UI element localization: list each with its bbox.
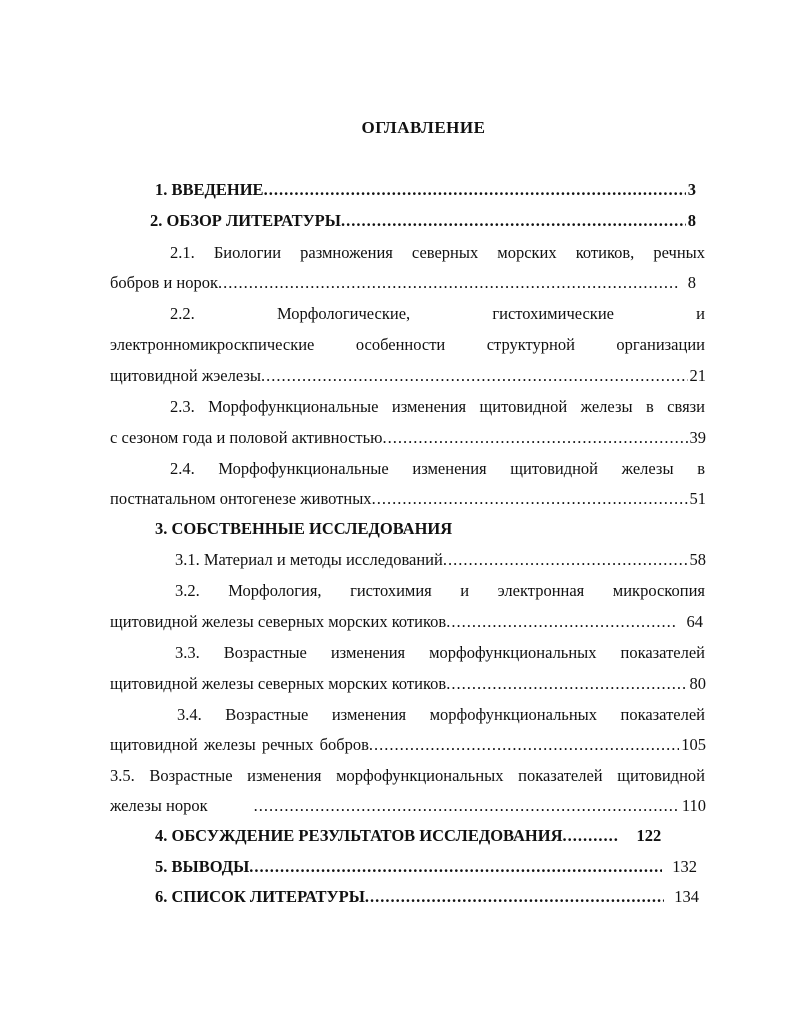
toc-entry-label: 4. ОБСУЖДЕНИЕ РЕЗУЛЬТАТОВ ИССЛЕДОВАНИЯ xyxy=(155,826,563,845)
toc-entry-label: 3.1. Материал и методы исследований xyxy=(175,550,443,569)
leader-dots xyxy=(563,826,619,846)
leader-dots xyxy=(446,674,687,694)
toc-entry-2-2-line2: электронномикроскпические особенности структурной организации xyxy=(110,335,705,354)
toc-entry-3-5-line1: 3.5. Возрастные изменения морфофункциональных показателей щитовидной xyxy=(110,766,705,785)
toc-entry-2-3[interactable] xyxy=(110,428,706,448)
toc-entry-3-3[interactable] xyxy=(110,674,706,694)
toc-entry-introduction[interactable] xyxy=(155,180,696,200)
toc-entry-2-1[interactable] xyxy=(110,273,696,293)
leader-dots xyxy=(443,550,688,570)
leader-dots xyxy=(261,366,688,386)
toc-entry-2-4[interactable] xyxy=(110,489,706,509)
toc-page-number: 110 xyxy=(681,796,706,815)
toc-entry-label: щитовидной железы речных бобров xyxy=(110,735,369,754)
leader-dots xyxy=(264,180,686,200)
toc-entry-3-1[interactable] xyxy=(175,550,706,570)
toc-page-number: 8 xyxy=(687,273,696,292)
toc-page-number: 8 xyxy=(687,211,696,230)
toc-entry-label: щитовидной железы северных морских котиков xyxy=(110,612,447,631)
toc-entry-label: 2. ОБЗОР ЛИТЕРАТУРЫ xyxy=(150,211,341,230)
toc-entry-label: щитовидной железы северных морских котиков xyxy=(110,674,447,693)
toc-entry-label: 6. СПИСОК ЛИТЕРАТУРЫ xyxy=(155,887,365,906)
toc-page-number: 3 xyxy=(687,180,696,199)
leader-dots xyxy=(254,796,680,816)
toc-entry-2-1-line1: 2.1. Биологии размножения северных морских котиков, речных xyxy=(170,243,705,262)
leader-dots xyxy=(249,857,662,877)
leader-dots xyxy=(372,489,688,509)
toc-entry-2-4-line1: 2.4. Морфофункциональные изменения щитовидной железы в xyxy=(170,459,705,478)
toc-entry-discussion[interactable] xyxy=(155,826,701,846)
leader-dots xyxy=(369,735,679,755)
toc-entry-label: постнатальном онтогенезе животных xyxy=(110,489,372,508)
toc-entry-literature-review[interactable] xyxy=(150,211,696,231)
leader-dots xyxy=(365,887,664,907)
toc-entry-own-research[interactable]: 3. СОБСТВЕННЫЕ ИССЛЕДОВАНИЯ xyxy=(155,519,453,538)
leader-dots xyxy=(218,273,678,293)
toc-entry-label: железы норок xyxy=(110,796,208,815)
toc-entry-references[interactable] xyxy=(155,887,699,907)
toc-page-number: 80 xyxy=(689,674,706,693)
toc-page-number: 134 xyxy=(674,887,699,906)
toc-page-number: 64 xyxy=(686,612,703,631)
toc-entry-2-2[interactable] xyxy=(110,366,706,386)
page-title: ОГЛАВЛЕНИЕ xyxy=(361,118,486,137)
toc-entry-label: бобров и норок xyxy=(110,273,219,292)
leader-dots xyxy=(341,211,686,231)
toc-page-number: 132 xyxy=(672,857,697,876)
toc-entry-3-4[interactable] xyxy=(110,735,706,755)
toc-page-number: 21 xyxy=(689,366,706,385)
toc-entry-3-4-line1: 3.4. Возрастные изменения морфофункциональных показателей xyxy=(177,705,705,724)
toc-entry-3-2[interactable] xyxy=(110,612,703,632)
leader-dots xyxy=(383,428,688,448)
toc-page-number: 39 xyxy=(689,428,706,447)
toc-entry-2-3-line1: 2.3. Морфофункциональные изменения щитовидной железы в связи xyxy=(170,397,705,416)
toc-entry-label: 5. ВЫВОДЫ xyxy=(155,857,250,876)
toc-entry-3-2-line1: 3.2. Морфология, гистохимия и электронная микроскопия xyxy=(175,581,705,600)
toc-page-number: 58 xyxy=(689,550,706,569)
toc-entry-label: щитовидной жэелезы xyxy=(110,366,261,385)
toc-entry-label: с сезоном года и половой активностью xyxy=(110,428,383,447)
toc-entry-label: 1. ВВЕДЕНИЕ xyxy=(155,180,264,199)
toc-page-number: 51 xyxy=(689,489,706,508)
toc-page-number: 122 xyxy=(636,826,662,845)
toc-entry-3-3-line1: 3.3. Возрастные изменения морфофункциональных показателей xyxy=(175,643,705,662)
toc-page-number: 105 xyxy=(681,735,706,754)
toc-entry-3-5[interactable] xyxy=(110,796,706,816)
toc-entry-conclusions[interactable] xyxy=(155,857,697,877)
leader-dots xyxy=(446,612,676,632)
toc-entry-2-2-line1: 2.2. Морфологические, гистохимические и xyxy=(170,304,705,323)
